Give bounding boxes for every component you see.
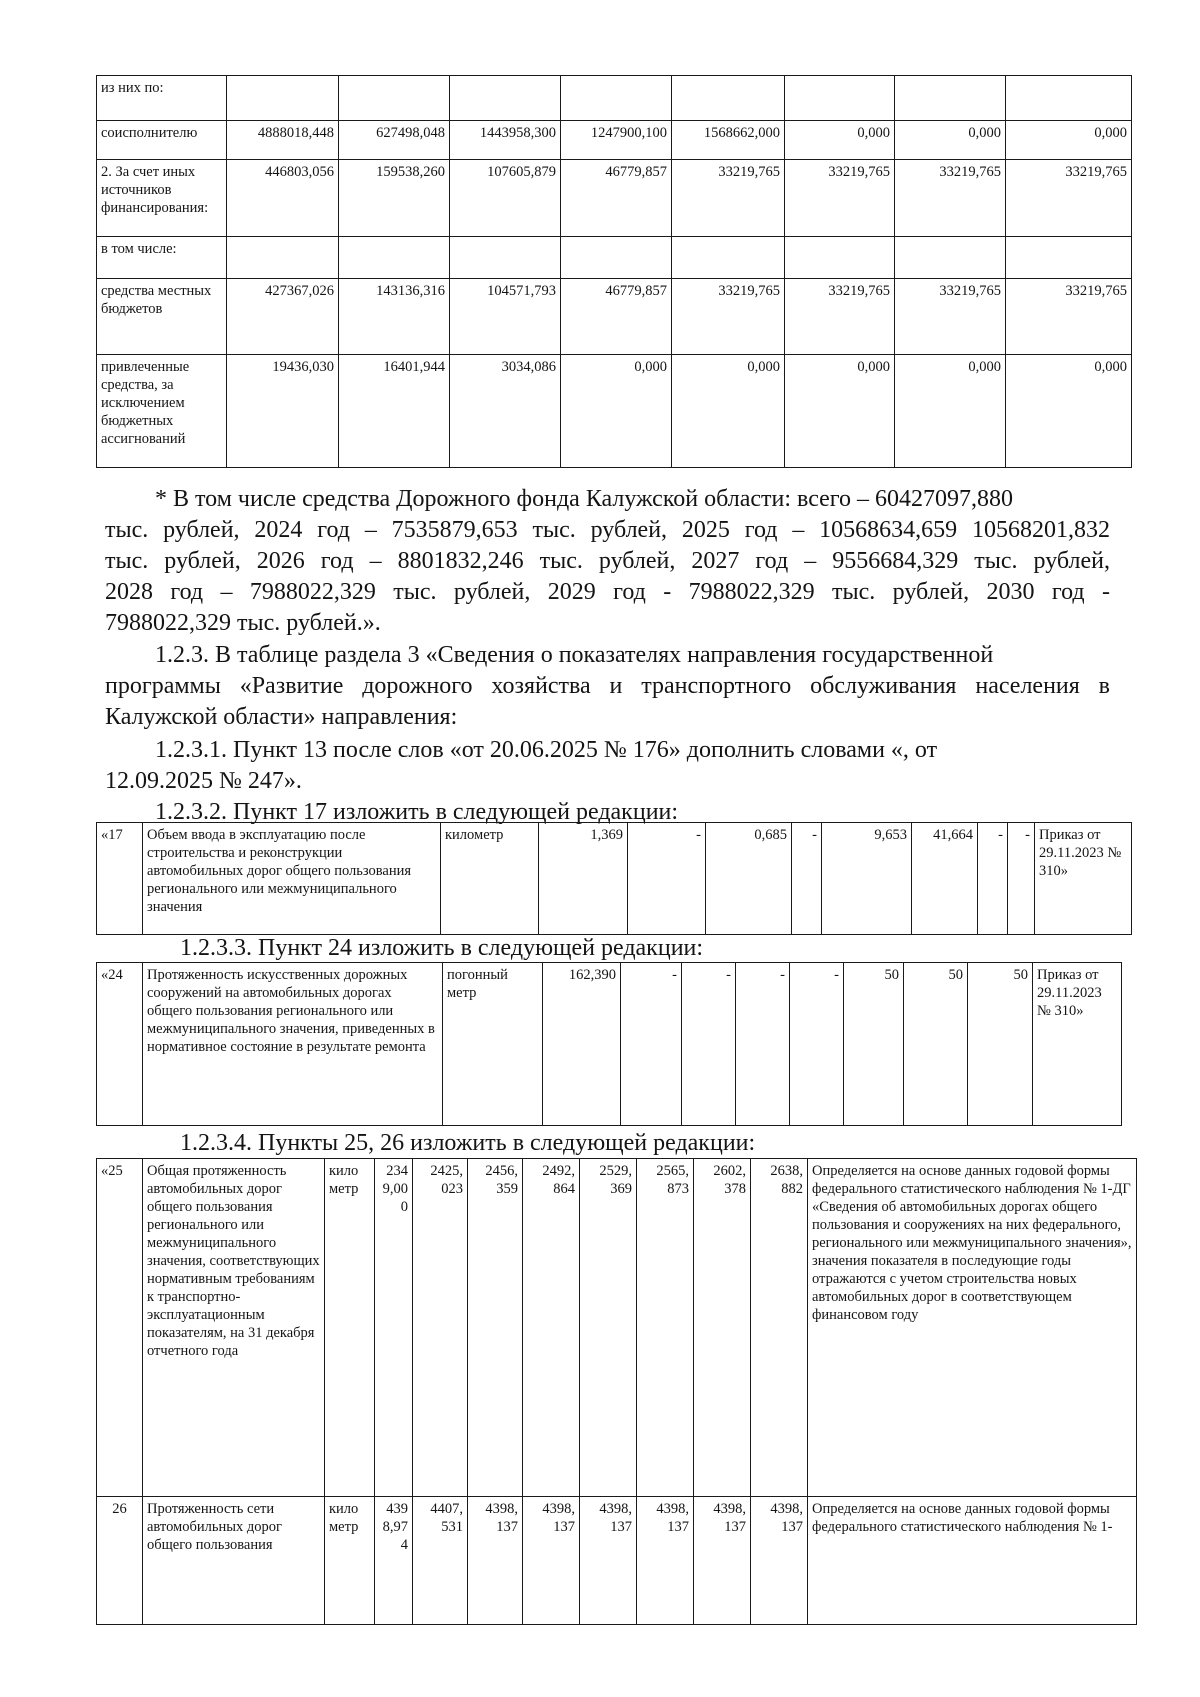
cell: 33219,765 <box>672 279 785 355</box>
row-label: соисполнителю <box>97 121 227 160</box>
cell: 2425, 023 <box>413 1159 468 1497</box>
table-row <box>97 963 1122 1126</box>
row-label: 2. За счет иных источников финансирования: <box>97 160 227 237</box>
cell: 41,664 <box>912 823 978 935</box>
cell: 4398, 137 <box>751 1497 808 1625</box>
table-row <box>97 160 1132 237</box>
cell: 46779,857 <box>561 160 672 237</box>
cell: 50 <box>844 963 904 1126</box>
cell: - <box>736 963 790 1126</box>
cell: 2565, 873 <box>637 1159 694 1497</box>
cell: - <box>1008 823 1035 935</box>
table-row <box>97 823 1132 935</box>
table-item-17 <box>96 822 1132 935</box>
cell: 143136,316 <box>339 279 450 355</box>
indicator-name: Протяженность искусственных дорожных сооружений на автомобильных дорогах общего пользования регионального или межмуниципального значения, приведенных в нормативное состояние в результате ремонта <box>143 963 443 1126</box>
cell: 33219,765 <box>672 160 785 237</box>
cell: 0,000 <box>895 121 1006 160</box>
cell: 427367,026 <box>227 279 339 355</box>
unit: кило метр <box>325 1497 375 1625</box>
cell: - <box>628 823 706 935</box>
footnote-line-2: тыс. рублей, 2024 год – 7535879,653 тыс. рублей, 2025 год – 10568634,659 10568201,832 <box>105 517 1110 543</box>
cell: 4398, 137 <box>468 1497 523 1625</box>
section-1233-heading: 1.2.3.3. Пункт 24 изложить в следующей редакции: <box>180 935 704 961</box>
source: Приказ от 29.11.2023 № 310» <box>1033 963 1122 1126</box>
row-label: привлеченные средства, за исключением бюджетных ассигнований <box>97 355 227 468</box>
cell: - <box>790 963 844 1126</box>
cell: 33219,765 <box>785 160 895 237</box>
item-number: «17 <box>97 823 143 935</box>
cell: 0,000 <box>895 355 1006 468</box>
cell: - <box>792 823 822 935</box>
cell: - <box>621 963 682 1126</box>
source: Приказ от 29.11.2023 № 310» <box>1035 823 1132 935</box>
unit: погонный метр <box>443 963 543 1126</box>
cell: - <box>682 963 736 1126</box>
cell: 439 8,97 4 <box>375 1497 413 1625</box>
cell: 0,000 <box>561 355 672 468</box>
cell: 4398, 137 <box>523 1497 580 1625</box>
cell: 0,000 <box>785 355 895 468</box>
cell: 104571,793 <box>450 279 561 355</box>
table-row <box>97 279 1132 355</box>
cell: 627498,048 <box>339 121 450 160</box>
finance-table <box>96 75 1132 468</box>
cell: 107605,879 <box>450 160 561 237</box>
section-1231-line-1: 1.2.3.1. Пункт 13 после слов «от 20.06.2025 № 176» дополнить словами «, от <box>155 737 938 763</box>
item-number: «24 <box>97 963 143 1126</box>
cell: 3034,086 <box>450 355 561 468</box>
table-item-24 <box>96 962 1122 1126</box>
cell: 4407, 531 <box>413 1497 468 1625</box>
section-123-line-2: программы «Развитие дорожного хозяйства и транспортного обслуживания населения в <box>105 673 1110 699</box>
footnote-line-4: 2028 год – 7988022,329 тыс. рублей, 2029 год - 7988022,329 тыс. рублей, 2030 год - <box>105 579 1110 605</box>
cell: 159538,260 <box>339 160 450 237</box>
cell: 0,000 <box>1006 355 1132 468</box>
cell: 2492, 864 <box>523 1159 580 1497</box>
source: Определяется на основе данных годовой формы федерального статистического наблюдения № 1- <box>808 1497 1137 1625</box>
indicator-name: Протяженность сети автомобильных дорог общего пользования <box>143 1497 325 1625</box>
cell: 1247900,100 <box>561 121 672 160</box>
cell: 19436,030 <box>227 355 339 468</box>
cell: 33219,765 <box>1006 160 1132 237</box>
table-row <box>97 1497 1137 1625</box>
cell: 2456, 359 <box>468 1159 523 1497</box>
indicator-name: Общая протяженность автомобильных дорог общего пользования регионального или межмуниципального значения, соответствующих нормативным требованиям к транспортно-эксплуатационным показателям, на 31 декабря отчетного года <box>143 1159 325 1497</box>
cell: 50 <box>904 963 968 1126</box>
cell: 33219,765 <box>895 160 1006 237</box>
cell: 33219,765 <box>1006 279 1132 355</box>
section-1231-line-2: 12.09.2025 № 247». <box>105 768 302 794</box>
source: Определяется на основе данных годовой формы федерального статистического наблюдения № 1-ДГ «Сведения об автомобильных дорогах общего пользования и сооружениях на них федерального, регионального или межмуниципального значения», значения показателя в последующие годы отражаются с учетом строительства новых автомобильных дорог в соответствующем финансовом году <box>808 1159 1137 1497</box>
unit: кило метр <box>325 1159 375 1497</box>
cell: 9,653 <box>822 823 912 935</box>
cell: 2529, 369 <box>580 1159 637 1497</box>
table-row <box>97 355 1132 468</box>
table-row <box>97 237 1132 279</box>
item-number: 26 <box>97 1497 143 1625</box>
table-items-25-26 <box>96 1158 1137 1625</box>
row-label: из них по: <box>97 76 227 121</box>
cell: 0,000 <box>672 355 785 468</box>
cell: 4398, 137 <box>694 1497 751 1625</box>
cell: 46779,857 <box>561 279 672 355</box>
cell: 4398, 137 <box>580 1497 637 1625</box>
row-label: в том числе: <box>97 237 227 279</box>
cell: 16401,944 <box>339 355 450 468</box>
cell: 33219,765 <box>895 279 1006 355</box>
unit: километр <box>441 823 539 935</box>
cell: 1568662,000 <box>672 121 785 160</box>
cell: 1,369 <box>539 823 628 935</box>
cell: 4888018,448 <box>227 121 339 160</box>
row-label: средства местных бюджетов <box>97 279 227 355</box>
cell: - <box>978 823 1008 935</box>
table-row <box>97 1159 1137 1497</box>
cell: 33219,765 <box>785 279 895 355</box>
cell: 0,685 <box>706 823 792 935</box>
cell: 4398, 137 <box>637 1497 694 1625</box>
cell: 2638, 882 <box>751 1159 808 1497</box>
section-1232-heading: 1.2.3.2. Пункт 17 изложить в следующей редакции: <box>155 799 679 825</box>
indicator-name: Объем ввода в эксплуатацию после строительства и реконструкции автомобильных дорог общего пользования регионального или межмуниципального значения <box>143 823 441 935</box>
footnote-line-3: тыс. рублей, 2026 год – 8801832,246 тыс. рублей, 2027 год – 9556684,329 тыс. рублей, <box>105 548 1110 574</box>
footnote-line-1: * В том числе средства Дорожного фонда Калужской области: всего – 60427097,880 <box>155 486 1014 512</box>
section-123-line-1: 1.2.3. В таблице раздела 3 «Сведения о показателях направления государственной <box>155 642 994 668</box>
table-row <box>97 121 1132 160</box>
section-123-line-3: Калужской области» направления: <box>105 704 458 730</box>
cell: 446803,056 <box>227 160 339 237</box>
cell: 1443958,300 <box>450 121 561 160</box>
cell: 50 <box>968 963 1033 1126</box>
cell: 162,390 <box>543 963 621 1126</box>
cell: 234 9,00 0 <box>375 1159 413 1497</box>
cell: 2602, 378 <box>694 1159 751 1497</box>
footnote-line-5: 7988022,329 тыс. рублей.». <box>105 610 381 636</box>
cell: 0,000 <box>785 121 895 160</box>
table-row <box>97 76 1132 121</box>
section-1234-heading: 1.2.3.4. Пункты 25, 26 изложить в следующей редакции: <box>180 1130 756 1156</box>
cell: 0,000 <box>1006 121 1132 160</box>
item-number: «25 <box>97 1159 143 1497</box>
